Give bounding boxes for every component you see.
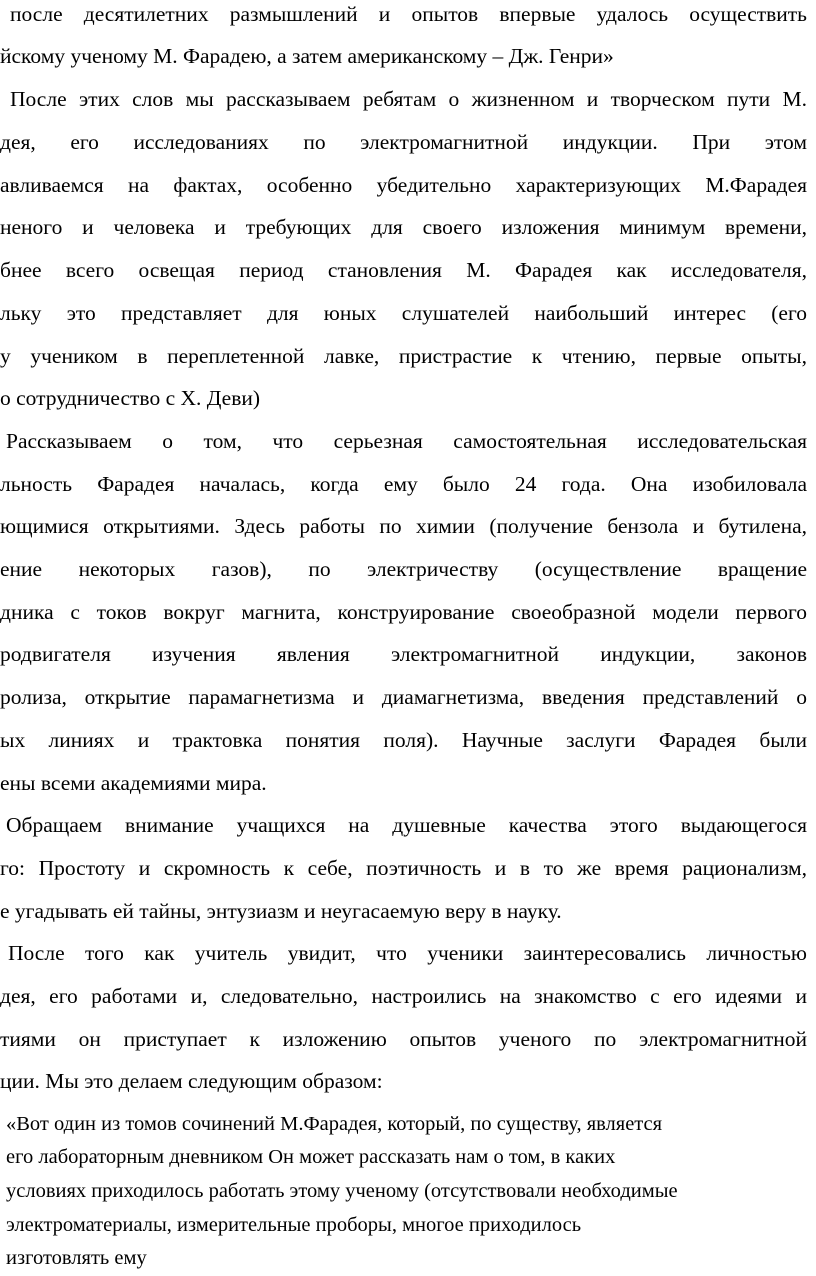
text-line: о сотрудничество с Х. Деви) [0, 386, 261, 410]
text-line: ющимися открытиями. Здесь работы по химии (получение бензола и бутилена, [0, 514, 807, 538]
text-line: условиях приходилось работать этому ученому (отсутствовали необходимые [6, 1180, 678, 1202]
text-line: После того как учитель увидит, что ученики заинтересовались личностью [8, 941, 807, 965]
text-line: ции. Мы это делаем следующим образом: [0, 1069, 383, 1093]
text-line: льность Фарадея началась, когда ему было 24 года. Она изобиловала [0, 472, 807, 496]
text-line: авливаемся на фактах, особенно убедительно характеризующих М.Фарадея [0, 173, 807, 197]
text-line: ых линиях и трактовка понятия поля). Научные заслуги Фарадея были [0, 728, 807, 752]
text-line: «Вот один из томов сочинений М.Фарадея, который, по существу, является [6, 1113, 663, 1135]
text-line: дея, его исследованиях по электромагнитной индукции. При этом [0, 130, 807, 154]
text-line: дея, его работами и, следовательно, настроились на знакомство с его идеями и [0, 984, 807, 1008]
text-line: После этих слов мы рассказываем ребятам о жизненном и творческом пути М. [10, 87, 807, 111]
text-line: неного и человека и требующих для своего изложения минимум времени, [0, 215, 807, 239]
text-line: го: Простоту и скромность к себе, поэтичность и в то же время рационализм, [0, 856, 807, 880]
text-line: электроматериалы, измерительные проборы, многое приходилось [6, 1214, 582, 1236]
text-line: Рассказываем о том, что серьезная самостоятельная исследовательская [6, 429, 807, 453]
text-line: изготовлять ему [6, 1247, 147, 1269]
text-line: йскому ученому М. Фарадею, а затем американскому – Дж. Генри» [0, 44, 614, 68]
text-line: дника с токов вокруг магнита, конструирование своеобразной модели первого [0, 600, 807, 624]
text-line: бнее всего освещая период становления М. Фарадея как исследователя, [0, 258, 807, 282]
text-line: ены всеми академиями мира. [0, 771, 267, 795]
text-line: у учеником в переплетенной лавке, пристрастие к чтению, первые опыты, [0, 344, 807, 368]
text-line: Обращаем внимание учащихся на душевные качества этого выдающегося [6, 813, 807, 837]
text-line: родвигателя изучения явления электромагнитной индукции, законов [0, 642, 807, 666]
text-line: ение некоторых газов), по электричеству (осуществление вращение [0, 557, 807, 581]
text-line: льку это представляет для юных слушателей наибольший интерес (его [0, 301, 807, 325]
text-line: ролиза, открытие парамагнетизма и диамагнетизма, введения представлений о [0, 685, 807, 709]
text-line: его лабораторным дневником Он может рассказать нам о том, в каких [6, 1146, 616, 1168]
text-line: после десятилетних размышлений и опытов впервые удалось осуществить [10, 2, 807, 26]
text-line: е угадывать ей тайны, энтузиазм и неугасаемую веру в науку. [0, 899, 562, 923]
text-line: тиями он приступает к изложению опытов ученого по электромагнитной [0, 1027, 807, 1051]
